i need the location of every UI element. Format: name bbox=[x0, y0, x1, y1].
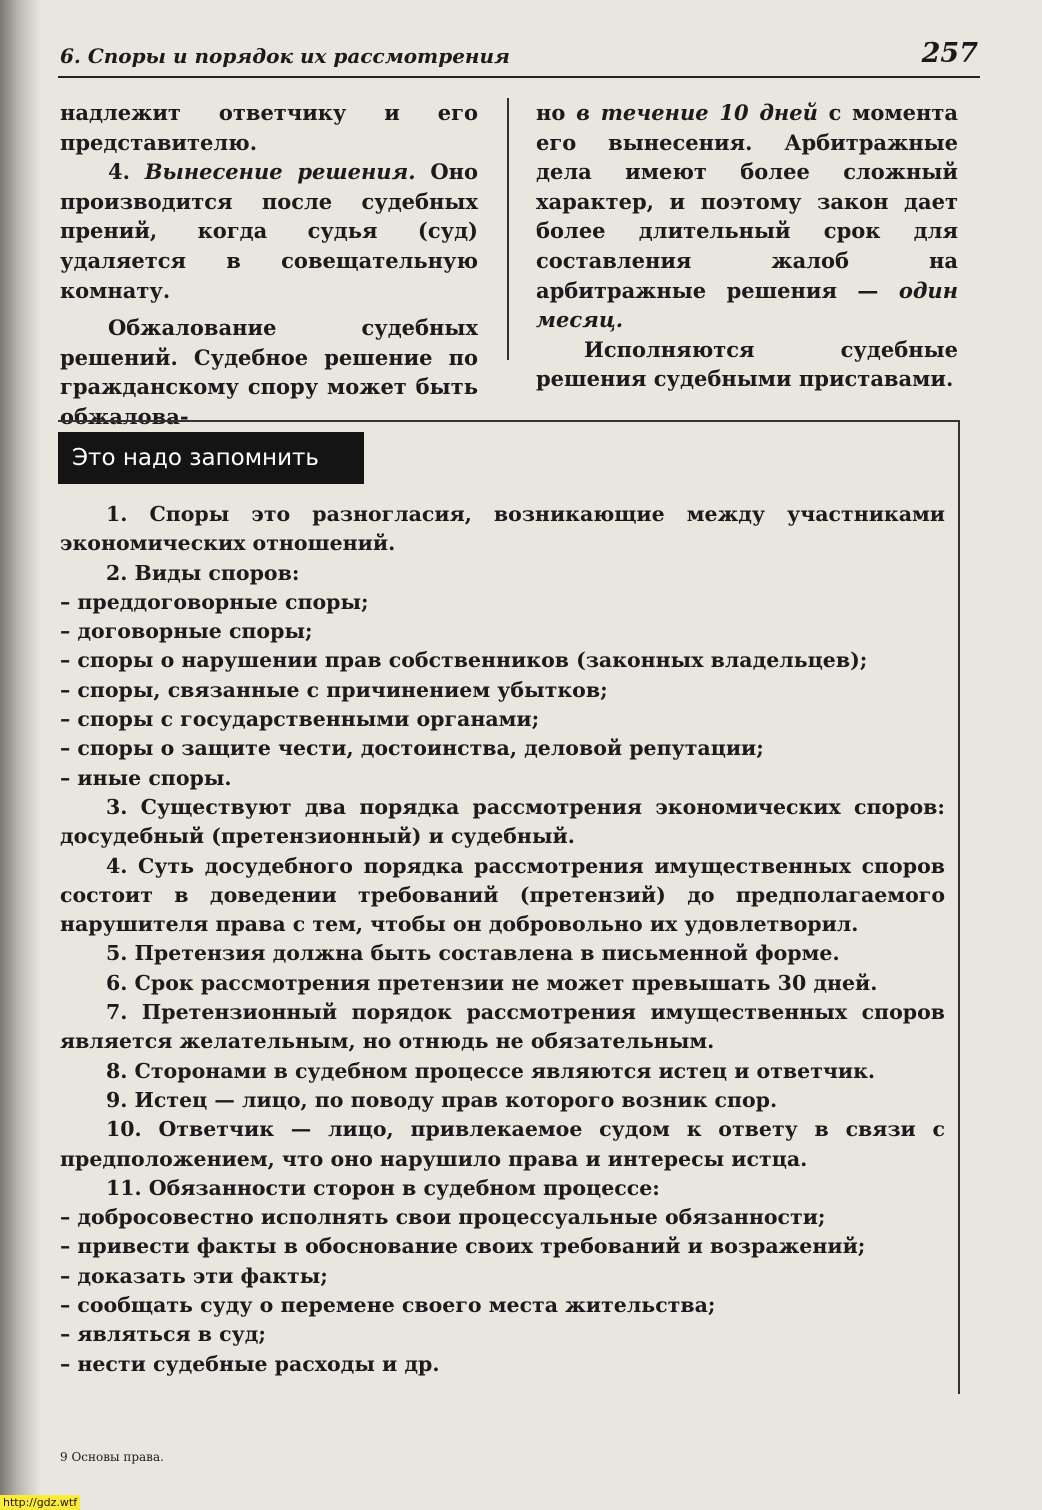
list-subitem: – привести факты в обоснование своих требований и возражений; bbox=[60, 1234, 866, 1259]
list-item: 4. Суть досудебного порядка рассмотрения имущественных споров состоит в доведении требований (претензий) до предполагаемого нарушителя права с тем, чтобы он добровольно их удовлетворил. bbox=[60, 853, 945, 937]
book-spine-shadow bbox=[0, 0, 40, 1510]
list-subitem: – договорные споры; bbox=[60, 619, 313, 644]
list-item: 8. Сторонами в судебном процессе являются истец и ответчик. bbox=[106, 1058, 876, 1083]
list-subitem: – споры, связанные с причинением убытков; bbox=[60, 677, 608, 702]
list-item: 6. Срок рассмотрения претензии не может превышать 30 дней. bbox=[106, 970, 878, 995]
left-paragraph-2 bbox=[60, 157, 478, 305]
term-appeal: Обжалование судебных решений. bbox=[60, 315, 478, 370]
running-header: 6. Споры и порядок их рассмотрения bbox=[60, 44, 510, 68]
right-paragraph-1 bbox=[536, 98, 958, 335]
list-item: 3. Существуют два порядка рассмотрения экономических споров: досудебный (претензионный) и судебный. bbox=[60, 794, 945, 849]
list-item: 11. Обязанности сторон в судебном процессе: bbox=[106, 1175, 660, 1200]
list-subitem: – нести судебные расходы и др. bbox=[60, 1351, 440, 1376]
list-subitem: – споры о нарушении прав собственников (законных владельцев); bbox=[60, 648, 868, 673]
list-subitem: – являться в суд; bbox=[60, 1322, 266, 1347]
list-subitem: – доказать эти факты; bbox=[60, 1263, 328, 1288]
footnote: 9 Основы права. bbox=[60, 1450, 164, 1464]
left-paragraph-2-text: Оно производится после судебных прений, когда судья (суд) удаляется в совещательную комнату. bbox=[60, 159, 479, 303]
source-url: http://gdz.wtf bbox=[0, 1495, 80, 1510]
list-subitem: – иные споры. bbox=[60, 765, 232, 790]
emphasis-one-month: один месяц. bbox=[536, 277, 958, 333]
list-subitem: – сообщать суду о перемене своего места жительства; bbox=[60, 1293, 716, 1318]
emphasis-ten-days: в течение 10 дней bbox=[576, 100, 818, 125]
summary-list bbox=[60, 500, 945, 1379]
item-number: 4. bbox=[108, 159, 130, 185]
list-item: 5. Претензия должна быть составлена в письменной форме. bbox=[106, 941, 840, 966]
list-subitem: – споры с государственными органами; bbox=[60, 707, 540, 732]
list-item: 1. Споры это разногласия, возникающие между участниками экономических отношений. bbox=[60, 502, 945, 556]
left-paragraph-1: надлежит ответчику и его представителю. bbox=[60, 100, 478, 155]
summary-box-label: Это надо запомнить bbox=[58, 432, 364, 484]
right-text-start: но bbox=[536, 100, 566, 125]
list-subitem: – споры о защите чести, достоинства, деловой репутации; bbox=[60, 736, 764, 761]
list-item: 10. Ответчик — лицо, привлекаемое судом к ответу в связи с предположением, что оно нарушило права и интересы истца. bbox=[60, 1117, 945, 1171]
right-text-middle: с момента его вынесения. Арбитражные дела имеют более сложный характер, и поэтому закон дает более длительный срок для составления жалоб на арбитражные решения — bbox=[536, 100, 959, 303]
list-subitem: – добросовестно исполнять свои процессуальные обязанности; bbox=[60, 1205, 826, 1230]
right-paragraph-2: Исполняются судебные решения судебными приставами. bbox=[536, 336, 958, 392]
list-item: 9. Истец — лицо, по поводу прав которого возник спор. bbox=[106, 1087, 778, 1112]
header-rule bbox=[58, 76, 980, 78]
left-paragraph-3 bbox=[60, 313, 478, 431]
list-subitem: – преддоговорные споры; bbox=[60, 589, 369, 614]
left-paragraph-3-text: Судебное решение по гражданскому спору может быть обжалова- bbox=[60, 344, 478, 429]
term-verdict: Вынесение решения. bbox=[144, 159, 416, 185]
list-item: 2. Виды споров: bbox=[106, 560, 300, 585]
column-divider bbox=[507, 98, 509, 360]
right-column bbox=[536, 98, 958, 394]
page-number: 257 bbox=[921, 38, 978, 69]
list-item: 7. Претензионный порядок рассмотрения имущественных споров является желательным, но отнюдь не обязательным. bbox=[60, 1000, 945, 1054]
left-column bbox=[60, 98, 478, 432]
